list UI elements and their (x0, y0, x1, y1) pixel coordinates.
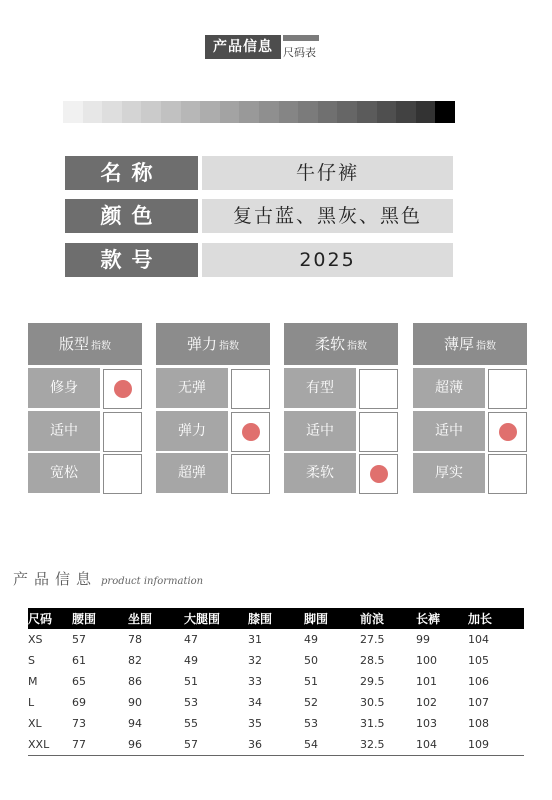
table-cell: M (28, 675, 38, 688)
table-cell: 77 (72, 734, 128, 756)
panel-title-text: 版型 (58, 335, 89, 353)
table-cell: 96 (128, 734, 184, 756)
column-header: 大腿围 (184, 608, 248, 629)
product-info-title (13, 568, 203, 589)
option-label: 柔软 (284, 453, 356, 493)
table-row (28, 692, 524, 713)
table-cell: 31 (248, 633, 262, 646)
table-cell: 107 (468, 696, 489, 709)
gradient-swatch (102, 101, 122, 123)
table-cell: 90 (128, 696, 142, 709)
panel-title-suffix: 指数 (476, 341, 496, 352)
panel-title-text: 弹力 (186, 335, 217, 353)
column-header: 尺码 (28, 608, 72, 629)
table-cell: 28.5 (360, 654, 385, 667)
panel-title-text: 薄厚 (443, 335, 474, 353)
gradient-swatch (416, 101, 436, 123)
gradient-swatch (181, 101, 201, 123)
panel-title-suffix: 指数 (91, 341, 111, 352)
info-label: 款号 (65, 243, 198, 277)
header-subtitle: 尺码表 (283, 46, 316, 59)
panel-title-text: 柔软 (314, 335, 345, 353)
gradient-swatch (435, 101, 455, 123)
gradient-swatch (396, 101, 416, 123)
panel-title-suffix: 指数 (347, 341, 367, 352)
option-indicator-box (103, 369, 142, 409)
info-label: 颜色 (65, 199, 198, 233)
gradient-swatch (200, 101, 220, 123)
option-label: 超弹 (156, 453, 228, 493)
info-value: 2025 (202, 243, 453, 277)
product-info-subtitle: product information (101, 576, 204, 587)
table-cell: 106 (468, 675, 489, 688)
info-row-style-number (65, 243, 453, 277)
option-label: 适中 (28, 411, 100, 451)
table-cell: 73 (72, 717, 86, 730)
table-cell: 65 (72, 675, 86, 688)
option-indicator-box (488, 369, 527, 409)
table-cell: XL (28, 717, 42, 730)
option-label: 适中 (284, 411, 356, 451)
gradient-swatch (122, 101, 142, 123)
table-cell: 47 (184, 633, 198, 646)
gradient-swatch (83, 101, 103, 123)
table-cell: 94 (128, 717, 142, 730)
selected-dot-icon (114, 380, 132, 398)
option-label: 修身 (28, 368, 100, 408)
table-row (28, 650, 524, 671)
option-indicator-box (231, 454, 270, 494)
table-cell: 104 (468, 633, 489, 646)
column-header: 膝围 (248, 608, 304, 629)
table-cell: 55 (184, 717, 198, 730)
table-cell: 101 (416, 675, 437, 688)
panel-title (28, 323, 142, 365)
header-title: 产品信息 (205, 35, 281, 59)
table-cell: 36 (248, 734, 304, 756)
gradient-swatch (377, 101, 397, 123)
table-cell: 35 (248, 717, 262, 730)
option-label: 弹力 (156, 411, 228, 451)
table-cell: 53 (304, 717, 318, 730)
info-label: 名称 (65, 156, 198, 190)
option-label: 宽松 (28, 453, 100, 493)
option-label: 超薄 (413, 368, 485, 408)
column-header: 腰围 (72, 608, 128, 629)
table-row (28, 671, 524, 692)
table-cell: 29.5 (360, 675, 385, 688)
table-cell: 100 (416, 654, 437, 667)
table-row (28, 713, 524, 734)
option-indicator-box (231, 369, 270, 409)
option-indicator-box (103, 412, 142, 452)
table-cell: XS (28, 633, 43, 646)
table-cell: 32.5 (360, 734, 416, 756)
gradient-swatch (220, 101, 240, 123)
table-cell: L (28, 696, 35, 709)
option-label: 有型 (284, 368, 356, 408)
table-row (28, 734, 524, 756)
table-cell: 108 (468, 717, 489, 730)
table-cell: 61 (72, 654, 86, 667)
option-indicator-box (359, 454, 398, 494)
table-cell: 30.5 (360, 696, 385, 709)
panel-title (413, 323, 527, 365)
table-cell: 51 (304, 675, 318, 688)
option-indicator-box (488, 412, 527, 452)
product-info-heading: 产品信息 (13, 570, 98, 588)
table-cell: 33 (248, 675, 262, 688)
table-cell: 49 (304, 633, 318, 646)
grayscale-gradient-strip (63, 101, 455, 123)
gradient-swatch (298, 101, 318, 123)
table-cell: 105 (468, 654, 489, 667)
option-indicator-box (103, 454, 142, 494)
gradient-swatch (357, 101, 377, 123)
panel-title-suffix: 指数 (219, 341, 239, 352)
option-indicator-box (231, 412, 270, 452)
table-cell: 27.5 (360, 633, 385, 646)
header-accent-bar (283, 35, 319, 41)
info-value: 复古蓝、黑灰、黑色 (202, 199, 453, 233)
table-cell: 52 (304, 696, 318, 709)
table-cell: 54 (304, 734, 360, 756)
gradient-swatch (161, 101, 181, 123)
panel-title (156, 323, 270, 365)
table-cell: 32 (248, 654, 262, 667)
option-indicator-box (359, 412, 398, 452)
panel-title (284, 323, 398, 365)
table-cell: 51 (184, 675, 198, 688)
column-header: 脚围 (304, 608, 360, 629)
table-cell: 57 (72, 633, 86, 646)
table-cell: 104 (416, 734, 468, 756)
info-value: 牛仔裤 (202, 156, 453, 190)
table-cell: 57 (184, 734, 248, 756)
gradient-swatch (141, 101, 161, 123)
table-cell: 103 (416, 717, 437, 730)
gradient-swatch (63, 101, 83, 123)
table-cell: 49 (184, 654, 198, 667)
column-header: 坐围 (128, 608, 184, 629)
option-label: 无弹 (156, 368, 228, 408)
size-table (28, 608, 524, 756)
table-cell: 34 (248, 696, 262, 709)
option-indicator-box (359, 369, 398, 409)
info-row-color (65, 199, 453, 233)
column-header: 加长 (468, 608, 524, 629)
gradient-swatch (337, 101, 357, 123)
table-cell: 99 (416, 633, 430, 646)
option-label: 厚实 (413, 453, 485, 493)
size-table-header (28, 608, 524, 629)
selected-dot-icon (499, 423, 517, 441)
option-indicator-box (488, 454, 527, 494)
table-cell: 50 (304, 654, 318, 667)
option-label: 适中 (413, 411, 485, 451)
table-cell: 69 (72, 696, 86, 709)
table-cell: S (28, 654, 35, 667)
gradient-swatch (259, 101, 279, 123)
gradient-swatch (279, 101, 299, 123)
table-cell: 86 (128, 675, 142, 688)
selected-dot-icon (242, 423, 260, 441)
column-header: 前浪 (360, 608, 416, 629)
table-cell: XXL (28, 734, 72, 756)
table-cell: 31.5 (360, 717, 385, 730)
table-cell: 78 (128, 633, 142, 646)
table-cell: 53 (184, 696, 198, 709)
table-cell: 109 (468, 734, 524, 756)
info-row-name (65, 156, 453, 190)
column-header: 长裤 (416, 608, 468, 629)
gradient-swatch (239, 101, 259, 123)
table-row (28, 629, 524, 650)
table-cell: 82 (128, 654, 142, 667)
gradient-swatch (318, 101, 338, 123)
table-cell: 102 (416, 696, 437, 709)
selected-dot-icon (370, 465, 388, 483)
